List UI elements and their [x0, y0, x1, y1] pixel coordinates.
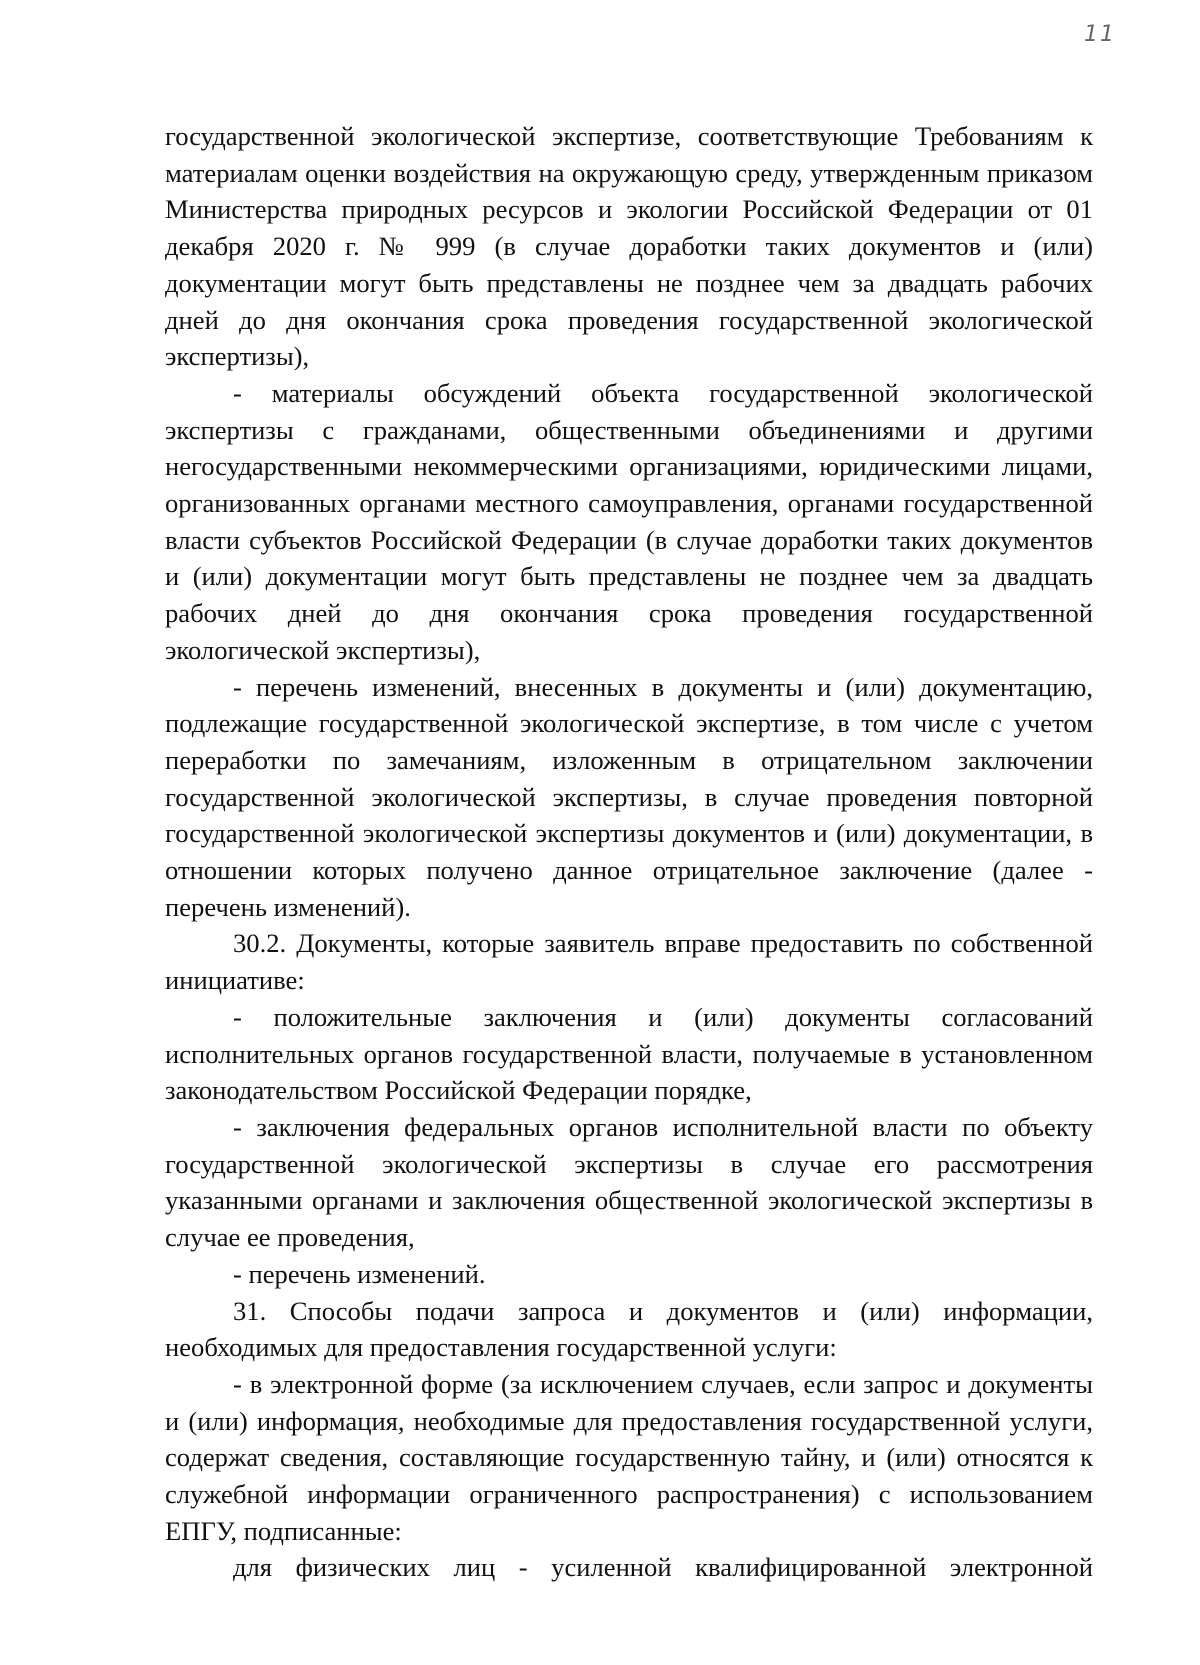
paragraph-4: 30.2. Документы, которые заявитель вправе предоставить по собственной инициативе: [165, 928, 1093, 996]
document-body [165, 118, 1093, 1586]
paragraph-7: - перечень изменений. [233, 1258, 486, 1289]
paragraph-5: - положительные заключения и (или) документы согласований исполнительных органов государственной власти, получаемые в установленном законодательством Российской Федерации порядке, [165, 1001, 1093, 1106]
paragraph-8: 31. Способы подачи запроса и документов и (или) информации, необходимых для предоставления государственной услуги: [165, 1295, 1093, 1363]
paragraph-2: - материалы обсуждений объекта государственной экологической экспертизы с гражданами, общественными объединениями и другими негосударственными некоммерческими организациями, юридическими лицами, организованных органами местного самоуправления, органами государственной власти субъектов Российской Федерации (в случае доработки таких документов и (или) документации могут быть представлены не позднее чем за двадцать рабочих дней до дня окончания срока проведения государственной экологической экспертизы), [165, 377, 1093, 665]
paragraph-3: - перечень изменений, внесенных в документы и (или) документацию, подлежащие государственной экологической экспертизе, в том числе с учетом переработки по замечаниям, изложенным в отрицательном заключении государственной экологической экспертизы, в случае проведения повторной государственной экологической экспертизы документов и (или) документации, в отношении которых получено данное отрицательное заключение (далее - перечень изменений). [165, 671, 1093, 922]
paragraph-9: - в электронной форме (за исключением случаев, если запрос и документы и (или) информация, необходимые для предоставления государственной услуги, содержат сведения, составляющие государственную тайну, и (или) относятся к служебной информации ограниченного распространения) с использованием ЕПГУ, подписанные: [165, 1368, 1093, 1546]
paragraph-6: - заключения федеральных органов исполнительной власти по объекту государственной экологической экспертизы в случае его рассмотрения указанными органами и заключения общественной экологической экспертизы в случае ее проведения, [165, 1111, 1093, 1253]
paragraph-10: для физических лиц - усиленной квалифицированной электронной [233, 1552, 1093, 1583]
page-number: 11 [1084, 22, 1116, 47]
paragraph-1: государственной экологической экспертизе, соответствующие Требованиям к материалам оценки воздействия на окружающую среду, утвержденным приказом Министерства природных ресурсов и экологии Российской Федерации от 01 декабря 2020 г. № 999 (в случае доработки таких документов и (или) документации могут быть представлены не позднее чем за двадцать рабочих дней до дня окончания срока проведения государственной экологической экспертизы), [165, 121, 1093, 372]
